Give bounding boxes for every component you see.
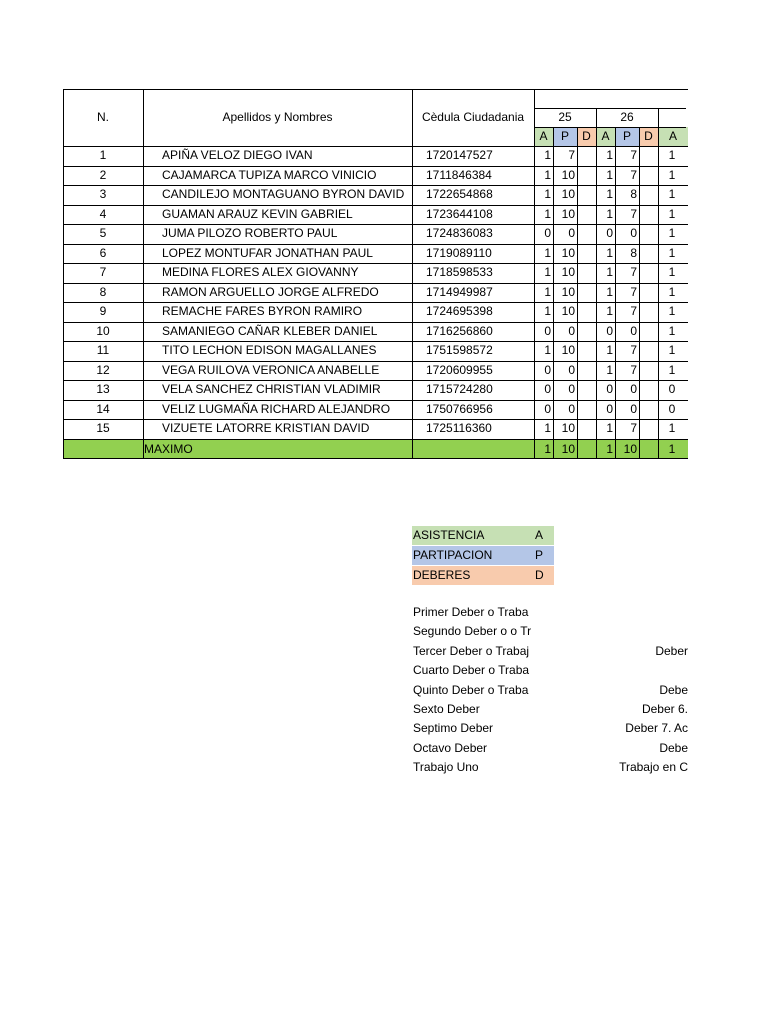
row-number[interactable]: 14 xyxy=(96,401,110,416)
grid-line xyxy=(577,127,578,459)
student-name[interactable]: JUMA PILOZO ROBERTO PAUL xyxy=(162,226,338,240)
grid-line xyxy=(639,127,640,459)
score-cell[interactable] xyxy=(639,224,656,244)
legend-label: ASISTENCIA xyxy=(413,528,485,542)
score-cell[interactable] xyxy=(639,146,656,166)
score-cell[interactable] xyxy=(577,283,594,303)
score-cell[interactable] xyxy=(577,380,594,400)
grid-line xyxy=(63,380,688,381)
student-name[interactable]: VELIZ LUGMAÑA RICHARD ALEJANDRO xyxy=(162,401,391,416)
note-left: Primer Deber o Traba xyxy=(413,605,529,619)
legend-label: DEBERES xyxy=(413,568,471,582)
grid-line xyxy=(534,89,535,459)
student-name[interactable]: VELA SANCHEZ CHRISTIAN VLADIMIR xyxy=(162,382,381,396)
score-cell[interactable]: 0 xyxy=(568,382,575,396)
score-cell[interactable]: 10 xyxy=(561,421,575,435)
student-cedula[interactable]: 1722654868 xyxy=(426,187,493,201)
student-cedula[interactable]: 1724836083 xyxy=(426,226,493,240)
student-cedula[interactable]: 1716256860 xyxy=(426,323,493,338)
student-cedula[interactable]: 1724695398 xyxy=(426,304,493,318)
header-sub-d[interactable]: D xyxy=(639,127,658,146)
student-cedula[interactable]: 1723644108 xyxy=(426,206,493,221)
student-name[interactable]: GUAMAN ARAUZ KEVIN GABRIEL xyxy=(162,206,353,221)
score-cell[interactable]: 1 xyxy=(606,421,613,435)
row-number[interactable]: 10 xyxy=(96,323,110,338)
score-cell[interactable]: 7 xyxy=(630,421,637,435)
score-cell[interactable]: 7 xyxy=(630,304,637,318)
score-cell[interactable]: 1 xyxy=(668,148,676,162)
score-cell[interactable]: 7 xyxy=(630,343,637,357)
student-name[interactable]: APIÑA VELOZ DIEGO IVAN xyxy=(162,148,313,162)
grid-line xyxy=(63,263,688,264)
attendance-sheet xyxy=(63,89,688,459)
row-number[interactable]: 11 xyxy=(96,343,110,357)
score-cell[interactable]: 1 xyxy=(668,323,676,338)
score-cell[interactable]: 1 xyxy=(668,304,676,318)
row-number[interactable]: 6 xyxy=(99,245,107,260)
score-cell[interactable]: 1 xyxy=(544,206,551,221)
score-cell[interactable]: 10 xyxy=(561,167,575,182)
student-cedula[interactable]: 1718598533 xyxy=(426,265,493,279)
row-number[interactable]: 3 xyxy=(99,187,107,201)
score-cell[interactable]: 0 xyxy=(630,382,637,396)
legend-code: D xyxy=(535,568,544,582)
score-cell[interactable]: 8 xyxy=(630,245,637,260)
score-cell[interactable]: 10 xyxy=(561,304,575,318)
score-cell[interactable] xyxy=(577,263,594,283)
grid-line xyxy=(63,89,64,459)
score-cell[interactable]: 1 xyxy=(606,265,613,279)
grid-line xyxy=(63,89,688,90)
header-sub-p[interactable]: P xyxy=(615,127,639,146)
student-cedula[interactable]: 1715724280 xyxy=(426,382,493,396)
score-cell[interactable]: 10 xyxy=(561,343,575,357)
grid-line xyxy=(63,302,688,303)
score-cell[interactable]: 1 xyxy=(606,148,613,162)
score-cell[interactable]: 1 xyxy=(544,187,551,201)
score-cell[interactable] xyxy=(639,380,656,400)
score-cell[interactable]: 1 xyxy=(668,167,676,182)
score-cell[interactable]: 1 xyxy=(606,362,613,377)
grid-line xyxy=(63,283,688,284)
header-sub-a[interactable]: A xyxy=(658,127,688,146)
score-cell[interactable]: 10 xyxy=(561,187,575,201)
score-cell[interactable]: 1 xyxy=(668,187,676,201)
grid-line xyxy=(534,108,686,109)
score-cell[interactable]: 10 xyxy=(561,265,575,279)
score-cell[interactable]: 0 xyxy=(568,401,575,416)
score-cell[interactable]: 1 xyxy=(606,343,613,357)
student-name[interactable]: SAMANIEGO CAÑAR KLEBER DANIEL xyxy=(162,323,378,338)
row-number[interactable]: 15 xyxy=(96,421,110,435)
score-cell[interactable]: 0 xyxy=(668,382,676,396)
score-cell[interactable]: 7 xyxy=(630,206,637,221)
score-cell[interactable]: 1 xyxy=(668,362,676,377)
grid-line xyxy=(596,108,597,459)
score-cell[interactable]: 0 xyxy=(544,362,551,377)
student-name[interactable]: MEDINA FLORES ALEX GIOVANNY xyxy=(162,265,359,279)
header-sub-d[interactable]: D xyxy=(577,127,596,146)
score-cell[interactable] xyxy=(639,341,656,361)
max-value xyxy=(577,439,594,459)
grid-line xyxy=(658,108,659,459)
grid-line xyxy=(63,224,688,225)
header-cedula[interactable]: Cèdula Ciudadania xyxy=(421,110,525,124)
note-right: Deber xyxy=(655,643,688,658)
student-name[interactable]: VIZUETE LATORRE KRISTIAN DAVID xyxy=(162,421,370,435)
score-cell[interactable]: 7 xyxy=(630,362,637,377)
score-cell[interactable] xyxy=(639,185,656,205)
score-cell[interactable]: 1 xyxy=(606,206,613,221)
score-cell[interactable]: 7 xyxy=(630,265,637,279)
score-cell[interactable]: 1 xyxy=(544,304,551,318)
score-cell[interactable]: 0 xyxy=(606,382,613,396)
grid-line xyxy=(63,244,688,245)
max-value xyxy=(639,439,656,459)
score-cell[interactable] xyxy=(577,341,594,361)
score-cell[interactable]: 0 xyxy=(544,382,551,396)
score-cell[interactable]: 1 xyxy=(668,421,676,435)
score-cell[interactable]: 0 xyxy=(544,226,551,240)
score-cell[interactable]: 1 xyxy=(606,304,613,318)
header-name[interactable]: Apellidos y Nombres xyxy=(222,110,333,124)
score-cell[interactable] xyxy=(639,361,656,381)
student-cedula[interactable]: 1720609955 xyxy=(426,362,493,377)
note-left: Octavo Deber xyxy=(413,740,488,755)
row-number[interactable]: 8 xyxy=(99,284,107,299)
score-cell[interactable]: 1 xyxy=(668,206,676,221)
row-number[interactable]: 7 xyxy=(99,265,107,279)
note-left: Segundo Deber o o Tr xyxy=(413,624,532,639)
row-number[interactable]: 5 xyxy=(99,226,107,240)
score-cell[interactable]: 1 xyxy=(606,167,613,182)
student-cedula[interactable]: 1720147527 xyxy=(426,148,493,162)
score-cell[interactable] xyxy=(639,283,656,303)
score-cell[interactable]: 1 xyxy=(668,284,676,299)
max-value: 1 xyxy=(544,441,551,456)
score-cell[interactable] xyxy=(639,400,656,420)
grid-line xyxy=(63,458,688,459)
grid-line xyxy=(63,439,688,440)
legend-label: PARTIPACION xyxy=(413,548,493,562)
row-number[interactable]: 1 xyxy=(99,148,107,162)
grid-line xyxy=(534,127,686,128)
score-cell[interactable]: 1 xyxy=(668,245,676,260)
score-cell[interactable] xyxy=(577,400,594,420)
student-cedula[interactable]: 1751598572 xyxy=(426,343,493,357)
legend-item-p xyxy=(412,546,554,565)
note-right: Debe xyxy=(659,740,688,755)
student-name[interactable]: RAMON ARGUELLO JORGE ALFREDO xyxy=(162,284,379,299)
note-left: Quinto Deber o Traba xyxy=(413,682,529,697)
header-sub-a[interactable]: A xyxy=(596,127,615,146)
max-label: MAXIMO xyxy=(144,441,193,456)
grid-line xyxy=(63,361,688,362)
row-number[interactable]: 4 xyxy=(99,206,107,221)
header-sub-p[interactable]: P xyxy=(553,127,577,146)
legend-code: A xyxy=(535,528,544,542)
row-number[interactable]: 9 xyxy=(99,304,107,318)
row-number[interactable]: 13 xyxy=(96,382,110,396)
score-cell[interactable] xyxy=(577,419,594,439)
score-cell[interactable] xyxy=(639,419,656,439)
grid-line xyxy=(63,322,688,323)
student-name[interactable]: CAJAMARCA TUPIZA MARCO VINICIO xyxy=(162,167,377,182)
score-cell[interactable]: 0 xyxy=(568,323,575,338)
score-cell[interactable] xyxy=(577,244,594,264)
student-cedula[interactable]: 1725116360 xyxy=(426,421,492,435)
note-left: Sexto Deber xyxy=(413,702,480,716)
grid-line xyxy=(615,127,616,459)
score-cell[interactable]: 1 xyxy=(668,343,676,357)
score-cell[interactable]: 1 xyxy=(606,284,613,299)
grid-line xyxy=(63,419,688,420)
student-name[interactable]: CANDILEJO MONTAGUANO BYRON DAVID xyxy=(162,187,405,201)
grid-line xyxy=(63,341,688,342)
score-cell[interactable]: 1 xyxy=(606,187,613,201)
score-cell[interactable] xyxy=(577,166,594,186)
grid-line xyxy=(63,185,688,186)
score-cell[interactable] xyxy=(577,361,594,381)
note-right: Deber 7. Ac xyxy=(625,721,688,736)
grid-line xyxy=(63,400,688,401)
header-date-26[interactable]: 26 xyxy=(620,110,634,124)
score-cell[interactable]: 1 xyxy=(544,343,551,357)
score-cell[interactable] xyxy=(639,263,656,283)
note-left: Trabajo Uno xyxy=(413,760,479,775)
student-name[interactable]: TITO LECHON EDISON MAGALLANES xyxy=(162,343,377,357)
score-cell[interactable] xyxy=(577,302,594,322)
legend-code: P xyxy=(535,548,544,562)
student-cedula[interactable]: 1711846384 xyxy=(426,167,492,182)
max-value: 1 xyxy=(668,441,676,456)
student-name[interactable]: REMACHE FARES BYRON RAMIRO xyxy=(162,304,363,318)
score-cell[interactable]: 1 xyxy=(544,265,551,279)
score-cell[interactable]: 1 xyxy=(544,148,551,162)
score-cell[interactable]: 0 xyxy=(544,323,551,338)
score-cell[interactable]: 0 xyxy=(606,323,613,338)
note-right: Trabajo en C xyxy=(619,760,688,775)
score-cell[interactable]: 0 xyxy=(630,401,637,416)
score-cell[interactable] xyxy=(639,302,656,322)
score-cell[interactable]: 1 xyxy=(668,226,676,240)
score-cell[interactable]: 10 xyxy=(561,206,575,221)
score-cell[interactable] xyxy=(639,205,656,225)
note-left: Cuarto Deber o Traba xyxy=(413,663,530,678)
legend-item-d xyxy=(412,566,554,585)
score-cell[interactable]: 1 xyxy=(544,245,551,260)
header-num[interactable]: N. xyxy=(97,110,109,124)
grid-line xyxy=(553,127,554,459)
note-right: Debe xyxy=(659,682,688,697)
score-cell[interactable]: 0 xyxy=(568,362,575,377)
grid-line xyxy=(143,89,144,459)
max-value: 10 xyxy=(623,441,637,456)
grid-line xyxy=(63,146,688,147)
student-cedula[interactable]: 1714949987 xyxy=(426,284,493,299)
score-cell[interactable]: 7 xyxy=(568,148,575,162)
score-cell[interactable]: 0 xyxy=(630,226,637,240)
note-right: Deber 6. xyxy=(641,702,688,716)
score-cell[interactable]: 1 xyxy=(606,245,613,260)
score-cell[interactable]: 7 xyxy=(630,148,637,162)
score-cell[interactable]: 1 xyxy=(544,421,551,435)
score-cell[interactable] xyxy=(577,322,594,342)
score-cell[interactable]: 1 xyxy=(544,167,551,182)
score-cell[interactable]: 7 xyxy=(630,284,637,299)
score-cell[interactable]: 1 xyxy=(668,265,676,279)
grid-line xyxy=(63,205,688,206)
score-cell[interactable] xyxy=(577,146,594,166)
score-cell[interactable]: 0 xyxy=(606,226,613,240)
score-cell[interactable] xyxy=(577,185,594,205)
row-number[interactable]: 12 xyxy=(96,362,110,377)
score-cell[interactable]: 0 xyxy=(568,226,575,240)
score-cell[interactable]: 0 xyxy=(606,401,613,416)
note-left: Tercer Deber o Trabaj xyxy=(413,643,530,658)
row-number[interactable]: 2 xyxy=(99,167,107,182)
student-cedula[interactable]: 1750766956 xyxy=(426,401,493,416)
grid-line xyxy=(63,166,688,167)
score-cell[interactable] xyxy=(639,244,656,264)
score-cell[interactable]: 10 xyxy=(561,245,575,260)
score-cell[interactable]: 1 xyxy=(544,284,551,299)
score-cell[interactable]: 0 xyxy=(630,323,637,338)
score-cell[interactable] xyxy=(577,224,594,244)
score-cell[interactable] xyxy=(639,166,656,186)
student-name[interactable]: LOPEZ MONTUFAR JONATHAN PAUL xyxy=(162,245,373,260)
max-value: 10 xyxy=(561,441,575,456)
score-cell[interactable]: 0 xyxy=(544,401,551,416)
note-left: Septimo Deber xyxy=(413,721,494,736)
score-cell[interactable]: 0 xyxy=(668,401,676,416)
score-cell[interactable]: 7 xyxy=(630,167,637,182)
score-cell[interactable]: 10 xyxy=(561,284,575,299)
student-cedula[interactable]: 1719089110 xyxy=(426,245,492,260)
header-date-25[interactable]: 25 xyxy=(558,110,572,124)
header-sub-a[interactable]: A xyxy=(534,127,553,146)
legend-item-a xyxy=(412,526,554,545)
max-value: 1 xyxy=(606,441,613,456)
grid-line xyxy=(412,89,413,459)
score-cell[interactable]: 8 xyxy=(630,187,637,201)
student-name[interactable]: VEGA RUILOVA VERONICA ANABELLE xyxy=(162,362,380,377)
score-cell[interactable] xyxy=(577,205,594,225)
score-cell[interactable] xyxy=(639,322,656,342)
